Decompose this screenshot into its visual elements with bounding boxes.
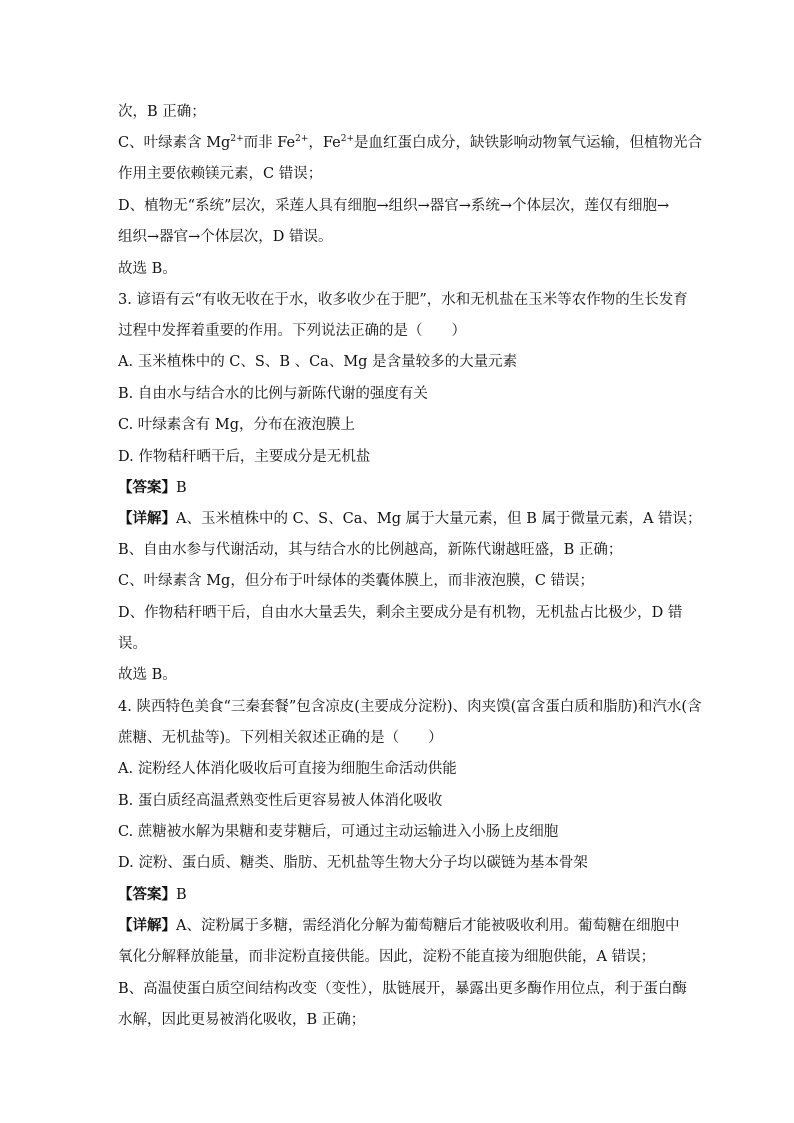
text-line: 水解，因此更易被消化吸收，B 正确； — [118, 1012, 366, 1028]
text-line: D、作物秸秆晒干后，自由水大量丢失，剩余主要成分是有机物，无机盐占比极少，D 错 — [118, 605, 683, 621]
text-line: 氧化分解释放能量，而非淀粉直接供能。因此，淀粉不能直接为细胞供能，A 错误； — [118, 949, 656, 965]
text-line: 组织→器官→个体层次，D 错误。 — [118, 229, 333, 245]
text-line: 误。 — [118, 636, 147, 652]
text-segment: 而非 Fe — [243, 135, 296, 151]
text-line: 故选 B。 — [118, 261, 177, 277]
option-b: B. 自由水与结合水的比例与新陈代谢的强度有关 — [118, 386, 428, 402]
answer-text: B — [176, 887, 187, 903]
text-line: D、植物无“系统”层次，采莲人具有细胞→组织→器官→系统→个体层次，莲仅有细胞→ — [118, 198, 670, 214]
answer-tag: 【答案】 — [118, 479, 176, 496]
text-segment: ，Fe — [308, 135, 341, 151]
answer-tag: 【答案】 — [118, 886, 176, 903]
explanation-line — [118, 916, 679, 936]
answer-text: B — [176, 480, 187, 496]
explanation-text: A、玉米植株中的 C、S、Ca、Mg 属于大量元素，但 B 属于微量元素，A 错误； — [176, 511, 702, 527]
question-stem: 过程中发挥着重要的作用。下列说法正确的是（ ） — [118, 323, 466, 339]
question-stem: 4. 陕西特色美食“三秦套餐”包含凉皮(主要成分淀粉)、肉夹馍(富含蛋白质和脂肪)和汽水(含 — [118, 699, 702, 715]
option-d: D. 淀粉、蛋白质、糖类、脂肪、无机盐等生物大分子均以碳链为基本骨架 — [118, 855, 588, 871]
option-b: B. 蛋白质经高温煮熟变性后更容易被人体消化吸收 — [118, 793, 443, 809]
option-c: C. 蔗糖被水解为果糖和麦芽糖后，可通过主动运输进入小肠上皮细胞 — [118, 824, 559, 840]
text-line — [118, 133, 702, 153]
option-d: D. 作物秸秆晒干后，主要成分是无机盐 — [118, 449, 371, 465]
option-c: C. 叶绿素含有 Mg，分布在液泡膜上 — [118, 417, 356, 433]
explanation-tag: 【详解】 — [118, 917, 176, 934]
text-line: B、高温使蛋白质空间结构改变（变性），肽链展开，暴露出更多酶作用位点，利于蛋白酶 — [118, 981, 687, 997]
explanation-text: A、淀粉属于多糖，需经消化分解为葡萄糖后才能被吸收利用。葡萄糖在细胞中 — [176, 918, 680, 934]
option-a: A. 玉米植株中的 C、S、B 、Ca、Mg 是含量较多的大量元素 — [118, 354, 518, 370]
text-segment: C、叶绿素含 Mg — [118, 135, 231, 151]
explanation-tag: 【详解】 — [118, 510, 176, 527]
text-line: 次，B 正确； — [118, 104, 206, 120]
text-segment: 是血红蛋白成分，缺铁影响动物氧气运输，但植物光合 — [354, 135, 703, 151]
option-a: A. 淀粉经人体消化吸收后可直接为细胞生命活动供能 — [118, 761, 457, 777]
answer-line — [118, 478, 187, 498]
explanation-line — [118, 509, 702, 529]
superscript: 2+ — [340, 134, 355, 145]
question-stem: 3. 谚语有云“有收无收在于水，收多收少在于肥”，水和无机盐在玉米等农作物的生长发育 — [118, 292, 688, 308]
question-stem: 蔗糖、无机盐等)。下列相关叙述正确的是（ ） — [118, 730, 443, 746]
answer-line — [118, 885, 187, 905]
superscript: 2+ — [295, 134, 309, 145]
text-line: 作用主要依赖镁元素，C 错误； — [118, 166, 323, 182]
text-line: B、自由水参与代谢活动，其与结合水的比例越高，新陈代谢越旺盛，B 正确； — [118, 542, 623, 558]
text-line: C、叶绿素含 Mg，但分布于叶绿体的类囊体膜上，而非液泡膜，C 错误； — [118, 573, 595, 589]
superscript: 2+ — [230, 134, 244, 145]
text-line: 故选 B。 — [118, 667, 177, 683]
